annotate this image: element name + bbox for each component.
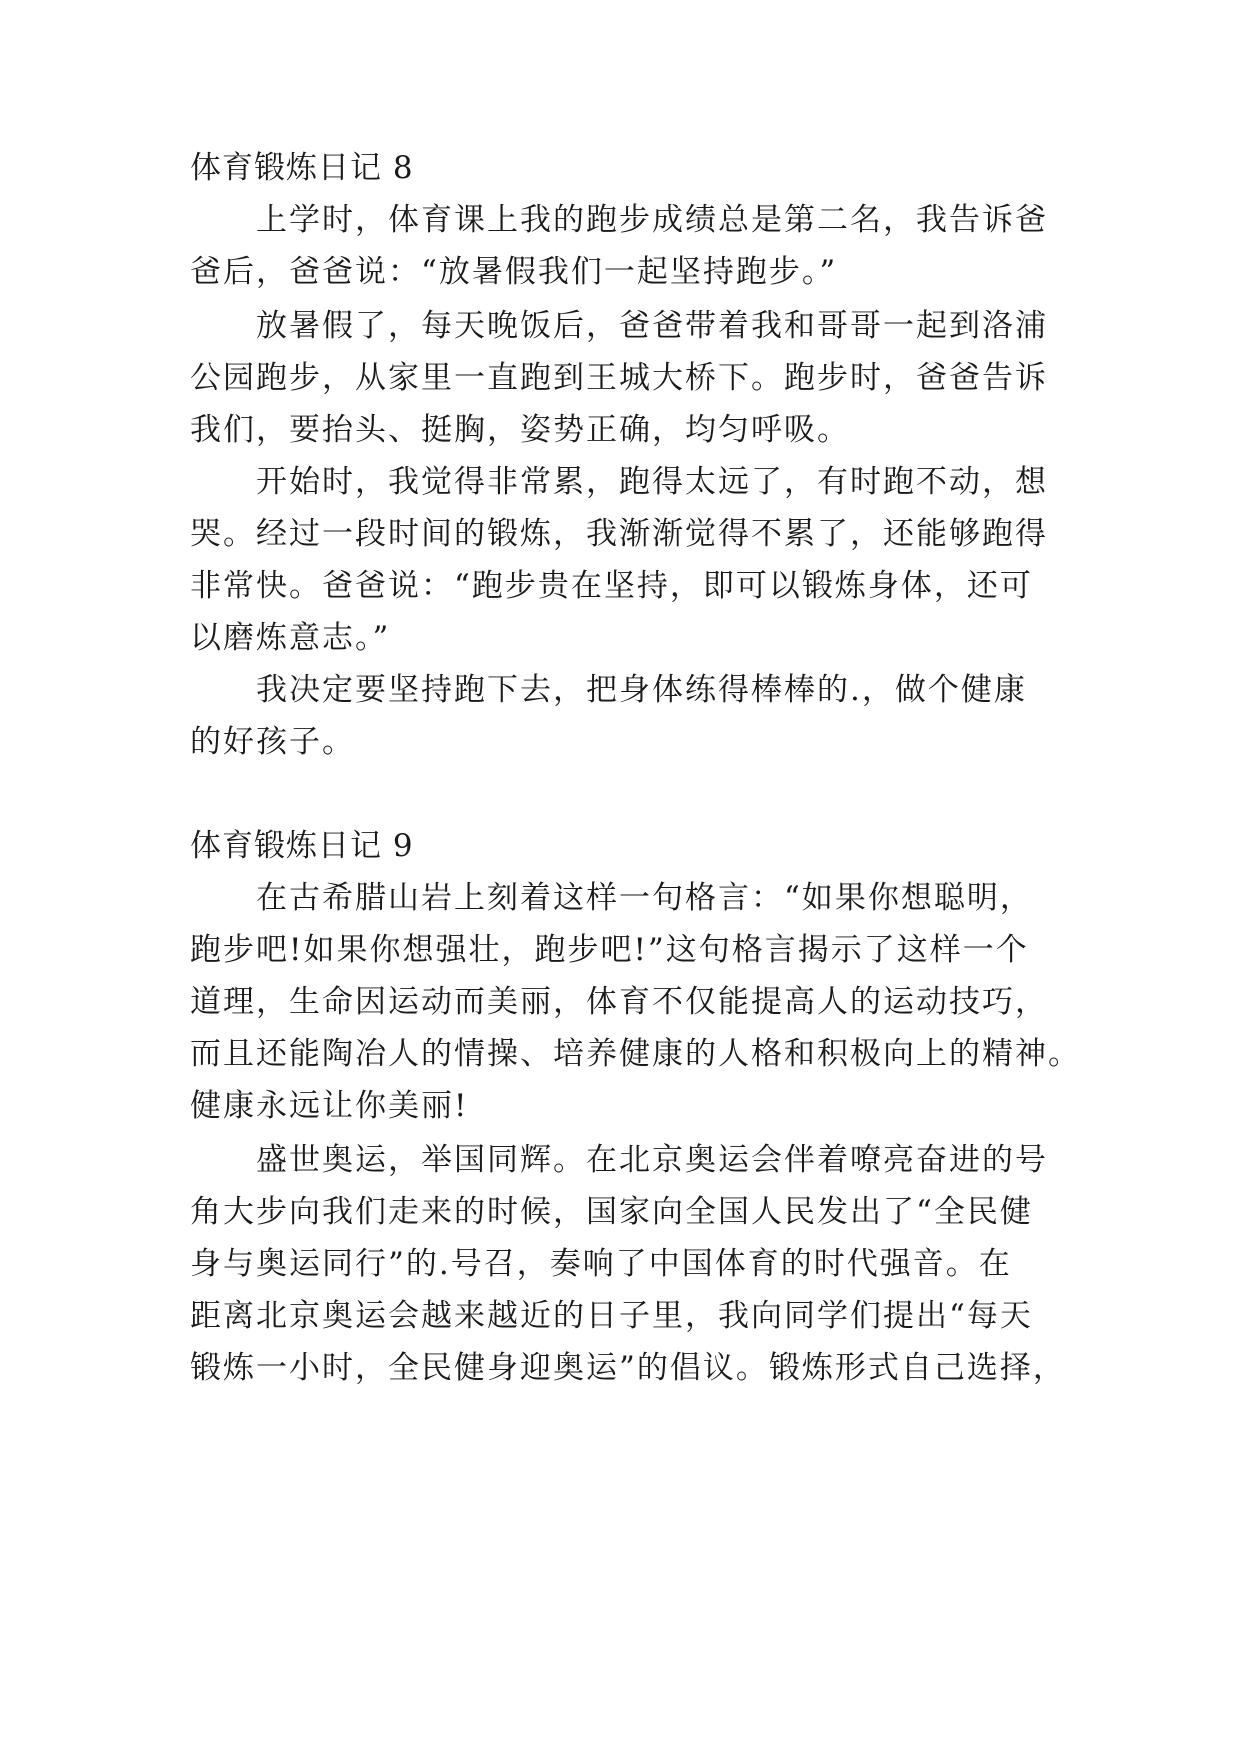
- diary-8-line-3: 放暑假了，每天晚饭后，爸爸带着我和哥哥一起到洛浦: [256, 308, 1048, 344]
- diary-8-line-10: 我决定要坚持跑下去，把身体练得棒棒的.，做个健康: [256, 672, 1027, 708]
- diary-8-line-11: 的好孩子。: [190, 724, 355, 760]
- diary-9-line-4: 而且还能陶冶人的情操、培养健康的人格和积极向上的精神。: [190, 1036, 1081, 1072]
- diary-9-line-3: 道理，生命因运动而美丽，体育不仅能提高人的运动技巧，: [190, 984, 1048, 1020]
- diary-9-line-6: 盛世奥运，举国同辉。在北京奥运会伴着嘹亮奋进的号: [256, 1142, 1048, 1178]
- diary-9-line-9: 距离北京奥运会越来越近的日子里，我向同学们提出“每天: [190, 1298, 1033, 1334]
- diary-8-line-4: 公园跑步，从家里一直跑到王城大桥下。跑步时，爸爸告诉: [190, 360, 1048, 396]
- diary-9-line-8: 身与奥运同行”的.号召，奏响了中国体育的时代强音。在: [190, 1246, 1012, 1282]
- diary-9-line-10: 锻炼一小时，全民健身迎奥运”的倡议。锻炼形式自己选择，: [190, 1350, 1066, 1386]
- diary-8-line-5: 我们，要抬头、挺胸，姿势正确，均匀呼吸。: [190, 412, 850, 448]
- diary-9-line-7: 角大步向我们走来的时候，国家向全国人民发出了“全民健: [190, 1194, 1033, 1230]
- diary-9-line-1: 在古希腊山岩上刻着这样一句格言：“如果你想聪明，: [256, 880, 1033, 916]
- diary-8-line-2: 爸后，爸爸说：“放暑假我们一起坚持跑步。”: [190, 254, 838, 290]
- diary-9-line-5: 健康永远让你美丽!: [190, 1088, 469, 1124]
- diary-9-title: 体育锻炼日记 9: [190, 828, 414, 864]
- diary-9-line-2: 跑步吧!如果你想强壮，跑步吧!”这句格言揭示了这样一个: [190, 932, 1029, 968]
- diary-8-line-6: 开始时，我觉得非常累，跑得太远了，有时跑不动，想: [256, 464, 1048, 500]
- diary-8-title: 体育锻炼日记 8: [190, 150, 414, 186]
- diary-8-line-7: 哭。经过一段时间的锻炼，我渐渐觉得不累了，还能够跑得: [190, 516, 1048, 552]
- diary-8-line-1: 上学时，体育课上我的跑步成绩总是第二名，我告诉爸: [256, 202, 1048, 238]
- diary-8-line-8: 非常快。爸爸说：“跑步贵在坚持，即可以锻炼身体，还可: [190, 568, 1033, 604]
- diary-8-line-9: 以磨炼意志。”: [190, 620, 391, 656]
